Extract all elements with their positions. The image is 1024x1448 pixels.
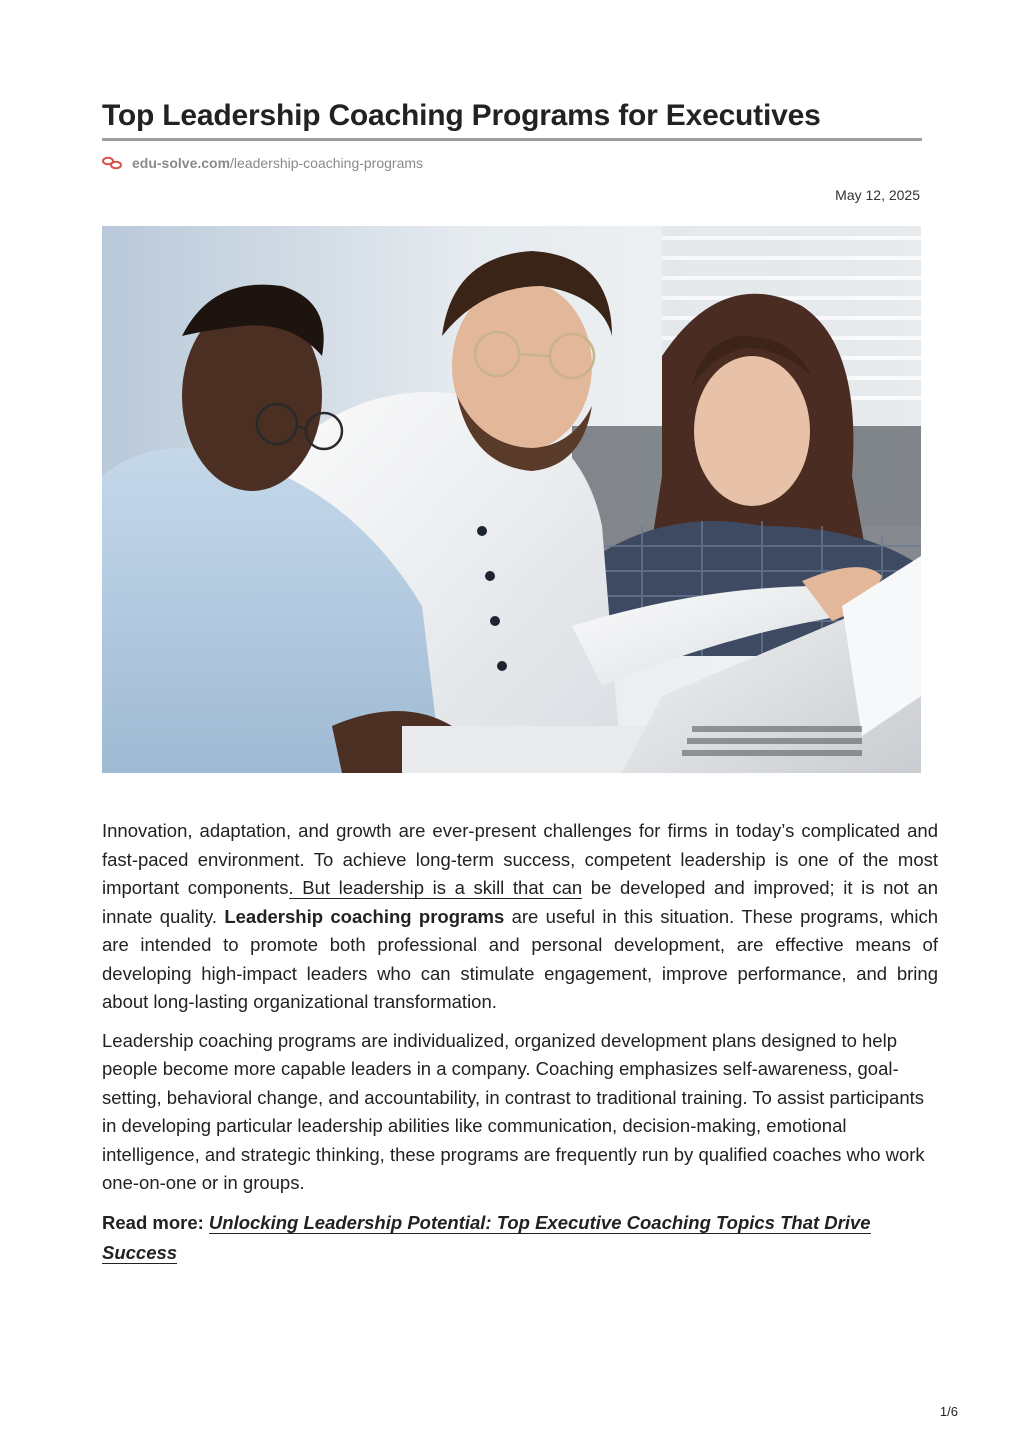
page-title: Top Leadership Coaching Programs for Executives xyxy=(102,99,821,132)
article-paragraph-1 xyxy=(102,817,938,1017)
paragraph-1-middle: be developed and improved; it is not an innate quality. xyxy=(102,877,939,927)
paragraph-1-end: are useful in this situation. These programs, which are intended to promote both professional and personal development, are effective means of developing high-impact leaders who can stimulate engagement, improve performance, and bring about long-lasting organizational transformation. xyxy=(102,905,938,1012)
leadership-skill-link[interactable]: . But leadership is a skill that can xyxy=(288,877,583,898)
read-more xyxy=(102,1208,922,1268)
three-colleagues-looking-at-laptop-photo xyxy=(102,226,921,773)
title-divider xyxy=(102,138,922,141)
leadership-coaching-programs-bold: Leadership coaching programs xyxy=(224,905,505,927)
read-more-link[interactable]: Unlocking Leadership Potential: Top Executive Coaching Topics That Drive Success xyxy=(102,1211,871,1263)
source-path[interactable]: /leadership-coaching-programs xyxy=(230,155,424,171)
source-line[interactable] xyxy=(102,154,423,172)
article-paragraph-2: Leadership coaching programs are individualized, organized development plans designed to help people become more capable leaders in a company. Coaching emphasizes self-awareness, goal-setting, behavioral change, and accountability, in contrast to traditional training. To assist participants in developing particular leadership abilities like communication, decision-making, emotional intelligence, and strategic thinking, these programs are frequently run by qualified coaches who work one-on-one or in groups. xyxy=(102,1029,925,1193)
article-body xyxy=(102,817,938,1278)
paragraph-1-intro: Innovation, adaptation, and growth are ever-present challenges for firms in today’s complicated and fast-paced environment. To achieve long-term success, competent leadership is one of the most important components xyxy=(102,820,938,898)
page-number: 1/6 xyxy=(939,1404,958,1419)
edu-solve-logo-icon xyxy=(102,156,122,170)
publish-date: May 12, 2025 xyxy=(835,187,920,203)
read-more-label: Read more: xyxy=(102,1211,209,1233)
source-domain[interactable]: edu-solve.com xyxy=(132,155,231,171)
